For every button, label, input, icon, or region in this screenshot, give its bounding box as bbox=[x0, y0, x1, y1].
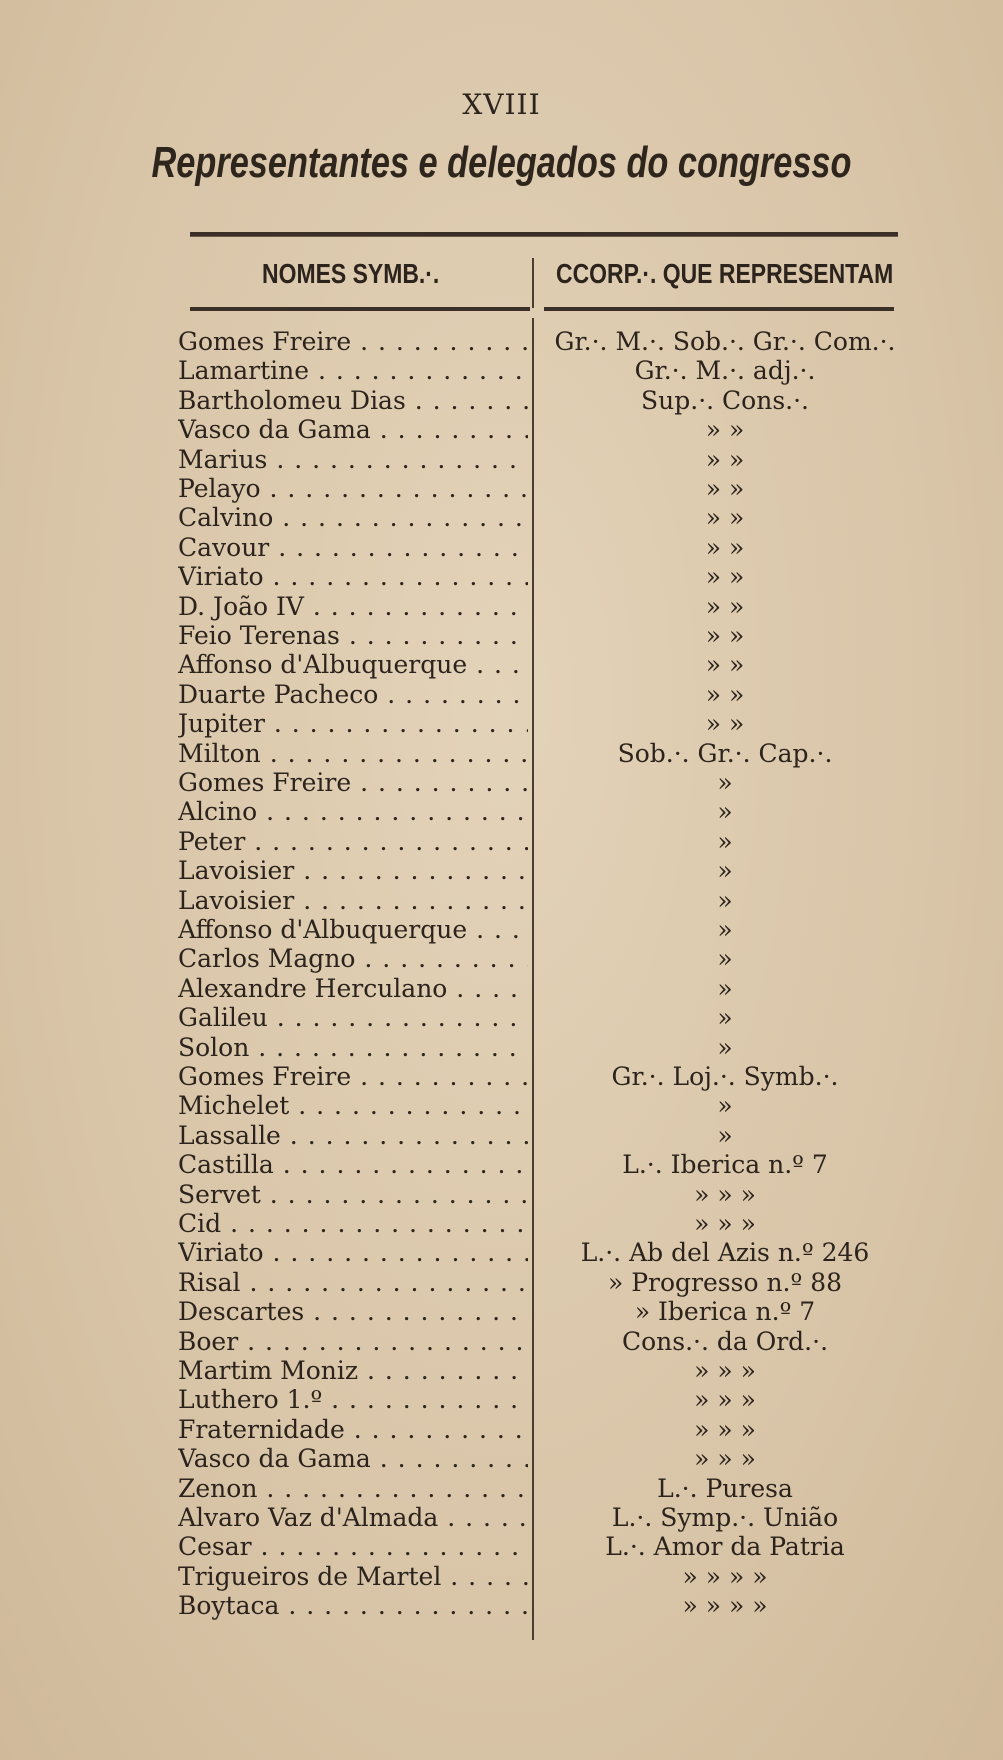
table-row bbox=[0, 1355, 1003, 1387]
representative-name: Gomes Freire . . . bbox=[178, 326, 528, 358]
representative-name: Milton . . . bbox=[178, 738, 528, 770]
column-header-names: NOMES SYMB.·. bbox=[262, 258, 440, 289]
represented-body: » » » bbox=[694, 1444, 756, 1473]
representative-name: Lavoisier . . . bbox=[178, 855, 528, 887]
represented-body: » bbox=[717, 1121, 733, 1150]
table-row bbox=[0, 767, 1003, 799]
representative-name: Lavoisier . . . bbox=[178, 885, 528, 917]
represented-body: Gr.·. M.·. adj.·. bbox=[634, 356, 816, 385]
table-row bbox=[0, 1208, 1003, 1240]
represented-body: » Iberica n.º 7 bbox=[634, 1297, 816, 1326]
represented-body: » » bbox=[705, 415, 745, 444]
representative-name: Lamartine . . . bbox=[178, 355, 528, 387]
represented-body: » » » bbox=[694, 1356, 756, 1385]
representative-name: Martim Moniz . . . bbox=[178, 1355, 528, 1387]
representative-name: Galileu . . . bbox=[178, 1002, 528, 1034]
represented-body: » bbox=[717, 856, 733, 885]
table-row bbox=[0, 1090, 1003, 1122]
table-row bbox=[0, 914, 1003, 946]
representative-name: Alvaro Vaz d'Almada . . . bbox=[178, 1502, 528, 1534]
table-row bbox=[0, 1414, 1003, 1446]
representative-name: Cesar . . . bbox=[178, 1531, 528, 1563]
table-row bbox=[0, 796, 1003, 828]
table-row bbox=[0, 1237, 1003, 1269]
representative-name: Solon . . . bbox=[178, 1032, 528, 1064]
represented-body: Cons.·. da Ord.·. bbox=[621, 1327, 829, 1356]
table-row bbox=[0, 385, 1003, 417]
table-row bbox=[0, 326, 1003, 358]
column-divider bbox=[532, 258, 534, 308]
representative-name: Trigueiros de Martel . . . bbox=[178, 1561, 528, 1593]
table-row bbox=[0, 473, 1003, 505]
table-row bbox=[0, 620, 1003, 652]
table-row bbox=[0, 355, 1003, 387]
representative-name: Duarte Pacheco . . . bbox=[178, 679, 528, 711]
represented-body: » bbox=[717, 944, 733, 973]
representative-name: Viriato . . . bbox=[178, 561, 528, 593]
represented-body: » bbox=[717, 886, 733, 915]
table-row bbox=[0, 1296, 1003, 1328]
representative-name: Lassalle . . . bbox=[178, 1120, 528, 1152]
represented-body: » bbox=[717, 1003, 733, 1032]
represented-body: L.·. Amor da Patria bbox=[605, 1532, 845, 1561]
table-row bbox=[0, 1326, 1003, 1358]
representative-name: Gomes Freire . . . bbox=[178, 1061, 528, 1093]
table-row bbox=[0, 1267, 1003, 1299]
table-row bbox=[0, 1473, 1003, 1505]
representative-name: Carlos Magno . . . bbox=[178, 943, 528, 975]
header-rule bbox=[190, 232, 898, 237]
table-row bbox=[0, 1561, 1003, 1593]
table-row bbox=[0, 444, 1003, 476]
table-row bbox=[0, 1061, 1003, 1093]
represented-body: » » » » bbox=[682, 1591, 768, 1620]
representative-name: Pelayo . . . bbox=[178, 473, 528, 505]
representative-name: Peter . . . bbox=[178, 826, 528, 858]
table-row bbox=[0, 414, 1003, 446]
subheader-rule-left bbox=[190, 307, 530, 311]
represented-body: Gr.·. M.·. Sob.·. Gr.·. Com.·. bbox=[554, 327, 896, 356]
page-title: Representantes e delegados do congresso bbox=[151, 138, 852, 187]
represented-body: » » bbox=[705, 533, 745, 562]
table-row bbox=[0, 885, 1003, 917]
representative-name: Michelet . . . bbox=[178, 1090, 528, 1122]
representative-name: Zenon . . . bbox=[178, 1473, 528, 1505]
represented-body: Sob.·. Gr.·. Cap.·. bbox=[617, 739, 833, 768]
representative-name: Calvino . . . bbox=[178, 502, 528, 534]
represented-body: » » bbox=[705, 680, 745, 709]
table-row bbox=[0, 943, 1003, 975]
representative-name: Risal . . . bbox=[178, 1267, 528, 1299]
table-row bbox=[0, 1590, 1003, 1622]
table-row bbox=[0, 1179, 1003, 1211]
represented-body: L.·. Symp.·. União bbox=[611, 1503, 839, 1532]
represented-body: L.·. Ab del Azis n.º 246 bbox=[580, 1238, 870, 1267]
table-row bbox=[0, 502, 1003, 534]
table-row bbox=[0, 532, 1003, 564]
represented-body: » » bbox=[705, 650, 745, 679]
representative-name: Boer . . . bbox=[178, 1326, 528, 1358]
represented-body: » Progresso n.º 88 bbox=[607, 1268, 843, 1297]
representative-name: Servet . . . bbox=[178, 1179, 528, 1211]
table-row bbox=[0, 973, 1003, 1005]
represented-body: » » » bbox=[694, 1180, 756, 1209]
representative-name: Vasco da Gama . . . bbox=[178, 1443, 528, 1475]
table-row bbox=[0, 591, 1003, 623]
representative-name: Luthero 1.º . . . bbox=[178, 1384, 528, 1416]
represented-body: » » bbox=[705, 709, 745, 738]
represented-body: » » bbox=[705, 562, 745, 591]
table-row bbox=[0, 561, 1003, 593]
representative-name: Viriato . . . bbox=[178, 1237, 528, 1269]
representative-name: Jupiter . . . bbox=[178, 708, 528, 740]
table-row bbox=[0, 826, 1003, 858]
represented-body: Sup.·. Cons.·. bbox=[641, 386, 809, 415]
representative-name: Boytaca . . . bbox=[178, 1590, 528, 1622]
representative-name: Cid . . . bbox=[178, 1208, 528, 1240]
represented-body: » bbox=[717, 1091, 733, 1120]
represented-body: » bbox=[717, 974, 733, 1003]
represented-body: L.·. Iberica n.º 7 bbox=[622, 1150, 828, 1179]
table-row bbox=[0, 1384, 1003, 1416]
represented-body: » » » bbox=[694, 1385, 756, 1414]
represented-body: » » » » bbox=[682, 1562, 768, 1591]
representative-name: Affonso d'Albuquerque . . . bbox=[178, 649, 528, 681]
representative-name: Alexandre Herculano . . . bbox=[178, 973, 528, 1005]
table-row bbox=[0, 855, 1003, 887]
table-row bbox=[0, 1531, 1003, 1563]
represented-body: » » bbox=[705, 621, 745, 650]
table-row bbox=[0, 1032, 1003, 1064]
represented-body: » » » bbox=[694, 1209, 756, 1238]
represented-body: » » bbox=[705, 445, 745, 474]
table-row bbox=[0, 679, 1003, 711]
representative-name: Cavour . . . bbox=[178, 532, 528, 564]
representative-name: Alcino . . . bbox=[178, 796, 528, 828]
representative-name: Marius . . . bbox=[178, 444, 528, 476]
table-row bbox=[0, 1149, 1003, 1181]
representative-name: Fraternidade . . . bbox=[178, 1414, 528, 1446]
representative-name: Vasco da Gama . . . bbox=[178, 414, 528, 446]
represented-body: » » bbox=[705, 592, 745, 621]
table-row bbox=[0, 649, 1003, 681]
represented-body: » » » bbox=[694, 1415, 756, 1444]
representative-name: Descartes . . . bbox=[178, 1296, 528, 1328]
representative-name: Affonso d'Albuquerque . . . bbox=[178, 914, 528, 946]
represented-body: » bbox=[717, 915, 733, 944]
table-row bbox=[0, 1120, 1003, 1152]
subheader-rule-right bbox=[544, 307, 894, 311]
represented-body: » bbox=[717, 797, 733, 826]
representative-name: Feio Terenas . . . bbox=[178, 620, 528, 652]
page-number: XVIII bbox=[462, 88, 541, 121]
table-row bbox=[0, 1443, 1003, 1475]
represented-body: Gr.·. Loj.·. Symb.·. bbox=[611, 1062, 839, 1091]
represented-body: » » bbox=[705, 503, 745, 532]
represented-body: » bbox=[717, 827, 733, 856]
table-row bbox=[0, 738, 1003, 770]
table-row bbox=[0, 1502, 1003, 1534]
representative-name: D. João IV . . . bbox=[178, 591, 528, 623]
represented-body: » bbox=[717, 1033, 733, 1062]
table-row bbox=[0, 1002, 1003, 1034]
representative-name: Gomes Freire . . . bbox=[178, 767, 528, 799]
represented-body: » » bbox=[705, 474, 745, 503]
representative-name: Castilla . . . bbox=[178, 1149, 528, 1181]
column-header-bodies: CCORP.·. QUE REPRESENTAM bbox=[556, 258, 894, 289]
table-row bbox=[0, 708, 1003, 740]
represented-body: » bbox=[717, 768, 733, 797]
representative-name: Bartholomeu Dias . . . bbox=[178, 385, 528, 417]
represented-body: L.·. Puresa bbox=[657, 1474, 793, 1503]
